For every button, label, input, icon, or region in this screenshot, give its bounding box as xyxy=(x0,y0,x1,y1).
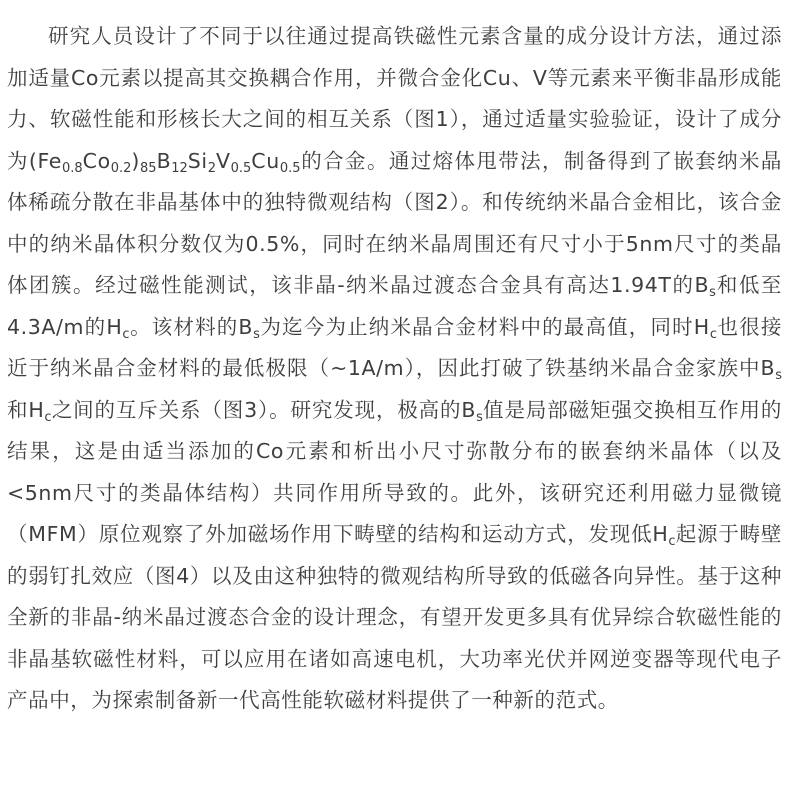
main-paragraph xyxy=(7,16,782,722)
subscript: 85 xyxy=(140,160,157,176)
text-segment: ) xyxy=(131,148,141,173)
text-segment: Co xyxy=(82,148,111,173)
subscript: 0.2 xyxy=(110,160,132,176)
text-segment: 之间的互斥关系（图3）。研究发现，极高的B xyxy=(51,397,477,422)
text-segment: 值是局部磁矩强交换相互作用的结果，这是由适当添加的Co元素和析出小尺寸弥散分布的嵌套纳米晶体（以及<5nm尺寸的类晶体结构）共同作用所导致的。此外，该研究还利用磁力显微镜（MFM）原位观察了外加磁场作用下畴壁的结构和运动方式，发现低H xyxy=(7,397,782,546)
subscript: c xyxy=(709,326,717,342)
subscript: c xyxy=(668,534,676,549)
text-segment: Si xyxy=(187,148,208,173)
text-segment: 。该材料的B xyxy=(129,314,254,339)
text-segment: Cu xyxy=(251,148,280,173)
subscript: 12 xyxy=(171,160,188,176)
text-segment: V xyxy=(215,148,231,173)
text-segment: 的合金。通过熔体甩带法，制备得到了嵌套纳米晶体稀疏分散在非晶基体中的独特微观结构（图2）。和传统纳米晶合金相比，该合金中的纳米晶体积分数仅为0.5%，同时在纳米晶周围还有尺寸小于5nm尺寸的类晶体团簇。经过磁性能测试，该非晶-纳米晶过渡态合金具有高达1.94T的B xyxy=(7,148,782,297)
text-segment: 研究人员设计了不同于以往通过提高铁磁性元素含量的成分设计方法，通过添加适量Co元素以提高其交换耦合作用，并微合金化Cu、V等元素来平衡非晶形成能力、软磁性能和形核长大之间的相互关系（图1），通过适量实验验证，设计了成分为(Fe xyxy=(7,24,782,173)
subscript: s xyxy=(775,368,782,383)
subscript: 0.5 xyxy=(230,160,252,176)
text-segment: 起源于畴壁的弱钉扎效应（图4）以及由这种独特的微观结构所导致的低磁各向异性。基于这种全新的非晶-纳米晶过渡态合金的设计理念，有望开发更多具有优异综合软磁性能的非晶基软磁性材料，可以应用在诸如高速电机，大功率光伏并网逆变器等现代电子产品中，为探索制备新一代高性能软磁材料提供了一种新的范式。 xyxy=(7,522,783,712)
subscript: c xyxy=(122,326,130,342)
subscript: s xyxy=(709,285,716,300)
text-segment: 和H xyxy=(7,397,45,422)
subscript: s xyxy=(253,326,260,342)
text-segment: 也很接近于纳米晶合金材料的最低极限（~1A/m），因此打破了铁基纳米晶合金家族中B xyxy=(7,314,782,380)
text-segment: B xyxy=(156,148,172,173)
text-segment: 和低至4.3A/m的H xyxy=(7,273,782,339)
subscript: s xyxy=(476,409,483,425)
subscript: c xyxy=(44,409,52,425)
subscript: 2 xyxy=(207,160,216,176)
text-segment: 为迄今为止纳米晶合金材料中的最高值，同时H xyxy=(259,314,710,339)
article-body xyxy=(7,16,782,722)
subscript: 0.8 xyxy=(61,160,83,176)
subscript: 0.5 xyxy=(279,160,301,176)
